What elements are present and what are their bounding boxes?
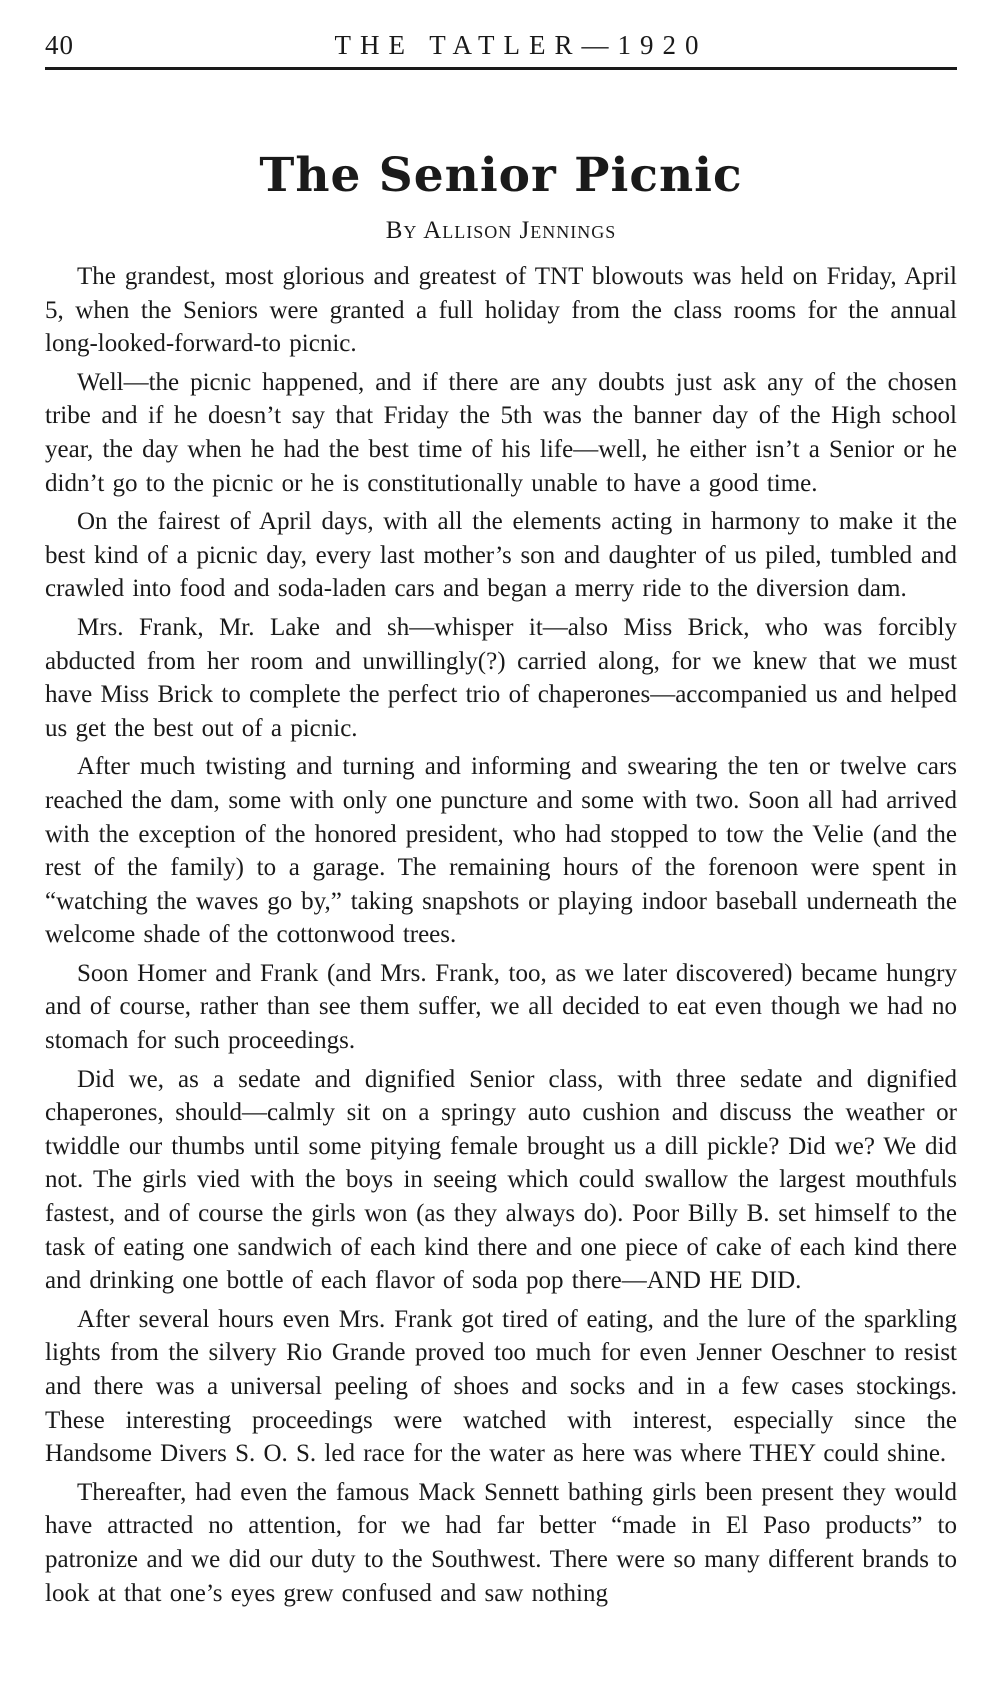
paragraph: Mrs. Frank, Mr. Lake and sh—whisper it—also Miss Brick, who was forcibly abducted from her room and unwillingly(?) carried along, for we knew that we must have Miss Brick to complete the perfect trio of chaperones—accompanied us and helped us get the best out of a picnic. xyxy=(45,613,957,742)
article-title: The Senior Picnic xyxy=(259,148,743,203)
page-number: 40 xyxy=(45,30,74,60)
paragraph: Did we, as a sedate and dignified Senior class, with three sedate and dignified chaperones, should—calmly sit on a springy auto cushion and discuss the weather or twiddle our thumbs until some pitying female brought us a dill pickle? Did we? We did not. The girls vied with the boys in seeing which could swallow the largest mouthfuls fastest, and of course the girls won (as they always do). Poor Billy B. set himself to the task of eating one sandwich of each kind there and one piece of cake of each kind there and drinking one bottle of each flavor of soda pop there—AND HE DID. xyxy=(45,1065,957,1295)
header-rule xyxy=(45,67,957,70)
article-byline: By Allison Jennings xyxy=(385,217,617,244)
paragraph: Soon Homer and Frank (and Mrs. Frank, too, as we later discovered) became hungry and of course, rather than see them suffer, we all decided to eat even though we had no stomach for such proceedings. xyxy=(45,959,957,1055)
article-body xyxy=(45,260,957,1610)
paragraph: After much twisting and turning and informing and swearing the ten or twelve cars reached the dam, some with only one puncture and some with two. Soon all had arrived with the exception of the honored president, who had stopped to tow the Velie (and the rest of the family) to a garage. The remaining hours of the forenoon were spent in “watching the waves go by,” taking snapshots or playing indoor baseball underneath the welcome shade of the cottonwood trees. xyxy=(45,753,957,949)
journal-title: THE TATLER—1920 xyxy=(334,30,708,60)
paragraph: After several hours even Mrs. Frank got tired of eating, and the lure of the sparkling lights from the silvery Rio Grande proved too much for even Jenner Oeschner to resist and there was a universal peeling of shoes and socks and in a few cases stockings. These interesting proceedings were watched with interest, especially since the Handsome Divers S. O. S. led race for the water as here was where THEY could shine. xyxy=(45,1305,957,1468)
paragraph: Thereafter, had even the famous Mack Sennett bathing girls been present they would have attracted no attention, for we had far better “made in El Paso products” to patronize and we did our duty to the Southwest. There were so many different brands to look at that one’s eyes grew confused and saw nothing xyxy=(45,1478,957,1607)
running-head xyxy=(45,28,957,68)
paragraph: The grandest, most glorious and greatest of TNT blowouts was held on Friday, April 5, when the Seniors were granted a full holiday from the class rooms for the annual long-looked-forward-to picnic. xyxy=(45,263,957,358)
paragraph: On the fairest of April days, with all the elements acting in harmony to make it the best kind of a picnic day, every last mother’s son and daughter of us piled, tumbled and crawled into food and soda-laden cars and began a merry ride to the diversion dam. xyxy=(45,508,957,603)
page xyxy=(45,28,957,1615)
paragraph: Well—the picnic happened, and if there are any doubts just ask any of the chosen tribe and if he doesn’t say that Friday the 5th was the banner day of the High school year, the day when he had the best time of his life—well, he either isn’t a Senior or he didn’t go to the picnic or he is constitutionally unable to have a good time. xyxy=(45,368,957,497)
